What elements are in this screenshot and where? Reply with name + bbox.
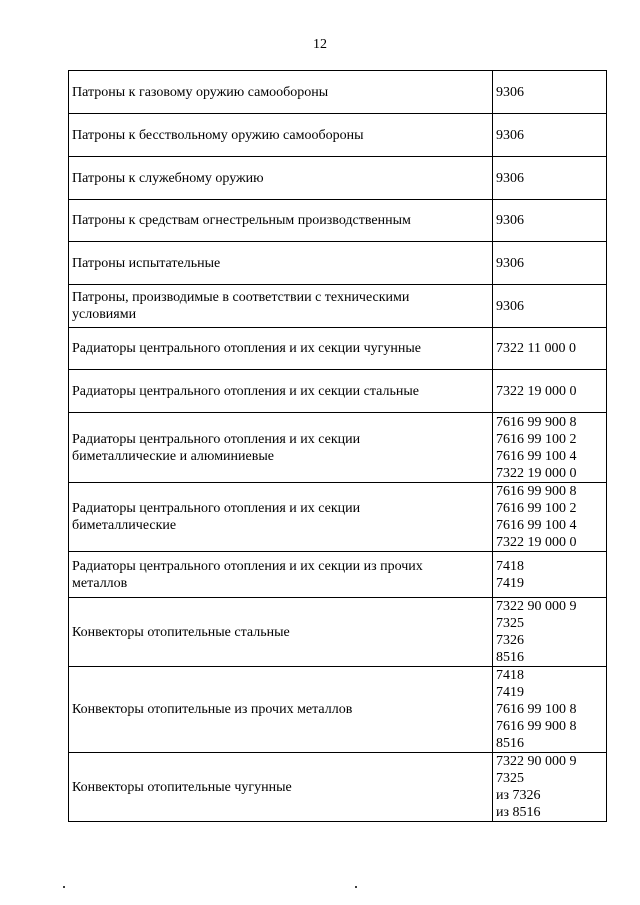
product-name-line: Патроны к средствам огнестрельным производственным: [72, 213, 411, 228]
table-row: [69, 157, 607, 200]
tn-ved-code-cell: [493, 483, 607, 552]
product-name-cell: [69, 598, 493, 667]
product-name-line: Радиаторы центрального отопления и их секции из прочих: [72, 558, 423, 574]
table-row: [69, 200, 607, 242]
tn-ved-code: 7322 19 000 0: [496, 465, 577, 481]
product-name-cell: [69, 328, 493, 370]
product-name-cell: [69, 157, 493, 200]
tn-ved-code: 8516: [496, 736, 524, 751]
tn-ved-code-cell: [493, 552, 607, 598]
product-name-line: металлов: [72, 575, 128, 591]
product-name-line: Радиаторы центрального отопления и их секции чугунные: [72, 341, 422, 356]
product-name-line: биметаллические и алюминиевые: [72, 448, 274, 464]
product-name-line: Радиаторы центрального отопления и их секции: [72, 431, 361, 447]
tn-ved-code: 7322 19 000 0: [496, 535, 577, 550]
product-name-cell: [69, 483, 493, 552]
tn-ved-code: 9306: [496, 84, 524, 100]
tn-ved-code: 9306: [496, 213, 524, 228]
product-name-line: Патроны к служебному оружию: [72, 170, 264, 186]
tn-ved-code: 7325: [496, 771, 524, 786]
tn-ved-code-cell: [493, 667, 607, 753]
product-name-cell: [69, 370, 493, 413]
table-row: [69, 242, 607, 285]
product-name-line: Конвекторы отопительные чугунные: [72, 779, 292, 795]
table-row: [69, 598, 607, 667]
tn-ved-code: 7419: [496, 685, 524, 700]
table-row: [69, 114, 607, 157]
tn-ved-code: 7418: [496, 558, 524, 574]
tn-ved-code-cell: [493, 157, 607, 200]
tn-ved-code: из 7326: [496, 788, 541, 803]
product-name-line: Патроны испытательные: [72, 255, 221, 271]
product-name-cell: [69, 285, 493, 328]
product-name-line: Радиаторы центрального отопления и их секции стальные: [72, 383, 419, 399]
product-codes-table: [68, 70, 607, 822]
tn-ved-code: 7616 99 100 2: [496, 431, 577, 447]
tn-ved-code-cell: [493, 370, 607, 413]
table-row: [69, 285, 607, 328]
product-name-cell: [69, 413, 493, 483]
product-name-line: Конвекторы отопительные из прочих металлов: [72, 702, 353, 717]
tn-ved-code: 7418: [496, 668, 524, 683]
tn-ved-code: 7616 99 900 8: [496, 414, 577, 430]
tn-ved-code: 7616 99 900 8: [496, 719, 577, 734]
tn-ved-code: 9306: [496, 170, 524, 186]
tn-ved-code: 7616 99 100 8: [496, 702, 577, 717]
product-name-cell: [69, 71, 493, 114]
table-row: [69, 667, 607, 753]
table-row: [69, 552, 607, 598]
tn-ved-code: 7322 11 000 0: [496, 341, 576, 356]
product-name-cell: [69, 114, 493, 157]
tn-ved-code-cell: [493, 200, 607, 242]
tn-ved-code: 9306: [496, 127, 524, 143]
tn-ved-code: 7616 99 100 4: [496, 448, 577, 464]
tn-ved-code: 9306: [496, 298, 524, 314]
product-name-cell: [69, 753, 493, 822]
tn-ved-code: 7326: [496, 633, 524, 648]
product-name-cell: [69, 242, 493, 285]
tn-ved-code: 7322 90 000 9: [496, 754, 577, 769]
tn-ved-code-cell: [493, 413, 607, 483]
tn-ved-code: 7419: [496, 575, 524, 591]
product-name-line: условиями: [72, 307, 137, 322]
tn-ved-code-cell: [493, 598, 607, 667]
product-name-line: Радиаторы центрального отопления и их секции: [72, 501, 361, 516]
table-row: [69, 71, 607, 114]
tn-ved-code: 7322 19 000 0: [496, 383, 577, 399]
table-row: [69, 370, 607, 413]
tn-ved-code-cell: [493, 242, 607, 285]
tn-ved-code: 9306: [496, 255, 524, 271]
tn-ved-code: 7616 99 100 4: [496, 518, 577, 533]
tn-ved-code-cell: [493, 71, 607, 114]
table-body: [69, 71, 607, 822]
tn-ved-code-cell: [493, 285, 607, 328]
product-name-line: Конвекторы отопительные стальные: [72, 624, 290, 640]
tn-ved-code-cell: [493, 753, 607, 822]
scan-speck-left: [63, 886, 65, 888]
product-name-cell: [69, 200, 493, 242]
tn-ved-code-cell: [493, 114, 607, 157]
table-row: [69, 753, 607, 822]
tn-ved-code: 7322 90 000 9: [496, 599, 577, 614]
tn-ved-code: из 8516: [496, 805, 541, 820]
product-name-line: биметаллические: [72, 518, 177, 533]
tn-ved-code: 8516: [496, 650, 524, 665]
scan-speck-center: [355, 886, 357, 888]
product-name-cell: [69, 552, 493, 598]
product-name-line: Патроны к бесствольному оружию самообороны: [72, 127, 364, 143]
table-row: [69, 328, 607, 370]
tn-ved-code-cell: [493, 328, 607, 370]
tn-ved-code: 7325: [496, 616, 524, 631]
tn-ved-code: 7616 99 100 2: [496, 501, 577, 516]
product-name-line: Патроны к газовому оружию самообороны: [72, 84, 329, 100]
tn-ved-code: 7616 99 900 8: [496, 484, 577, 499]
product-name-cell: [69, 667, 493, 753]
product-name-line: Патроны, производимые в соответствии с техническими: [72, 290, 410, 305]
table-row: [69, 413, 607, 483]
table-row: [69, 483, 607, 552]
page-number: 12: [313, 37, 327, 52]
